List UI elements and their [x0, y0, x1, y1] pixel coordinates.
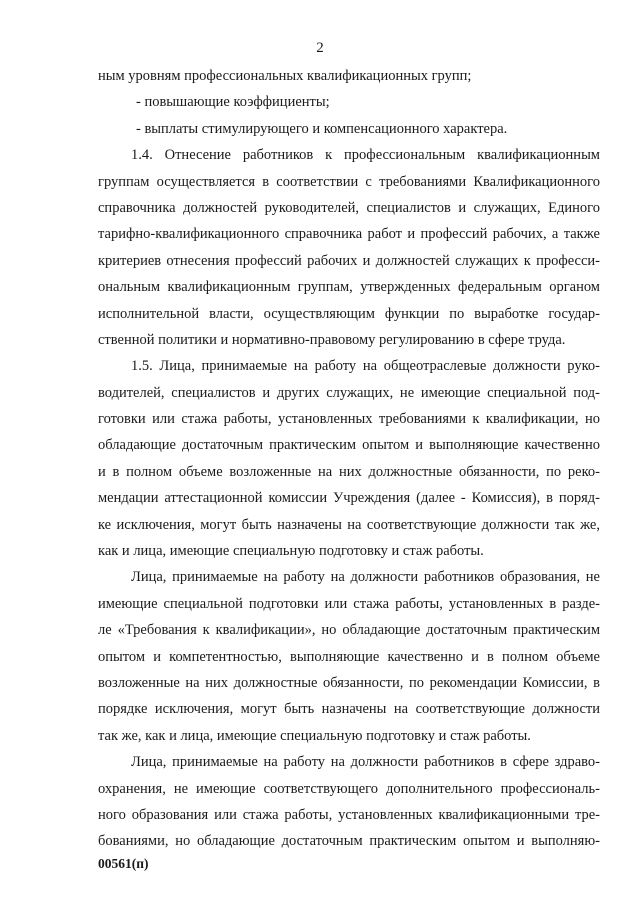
text-line: порядке исключения, могут быть назначены на соответствующие должности [98, 701, 600, 718]
text-line: возложенные на них должностные обязанности, по рекомендации Комиссии, в [98, 674, 600, 691]
text-line: ональным квалификационным группам, утвержденных федеральным органом [98, 279, 600, 296]
text-line: и в полном объеме возложенные на них должностные обязанности, по реко- [98, 463, 600, 480]
document-code: 00561(п) [98, 856, 149, 871]
text-line: охранения, не имеющие соответствующего дополнительного профессиональ- [98, 780, 600, 797]
text-line: обладающие достаточным практическим опытом и выполняющие качественно [98, 437, 600, 454]
text-line: так же, как и лица, имеющие специальную подготовку и стаж работы. [98, 727, 531, 744]
text-line: тарифно-квалификационного справочника работ и профессий рабочих, а также [98, 226, 600, 243]
text-line: мендации аттестационной комиссии Учреждения (далее - Комиссия), в поряд- [98, 490, 600, 507]
text-line: ле «Требования к квалификации», но обладающие достаточным практическим [98, 622, 600, 639]
document-body [98, 63, 600, 855]
text-line: ственной политики и нормативно-правовому регулированию в сфере труда. [98, 331, 566, 348]
text-line: опытом и компетентностью, выполняющие качественно и в полном объеме [98, 648, 600, 665]
text-line: ным уровням профессиональных квалификационных групп; [98, 68, 472, 84]
text-line: - выплаты стимулирующего и компенсационного характера. [136, 120, 508, 137]
text-line: водителей, специалистов и других служащих, не имеющие специальной под- [98, 384, 600, 401]
text-line: бованиями, но обладающие достаточным практическим опытом и выполняю- [98, 833, 600, 850]
text-line: исполнительной власти, осуществляющим функции по выработке государ- [98, 305, 600, 322]
text-line: Лица, принимаемые на работу на должности работников в сфере здраво- [131, 754, 600, 771]
page-number: 2 [316, 40, 324, 56]
text-line: - повышающие коэффициенты; [136, 94, 330, 111]
text-line: готовки или стажа работы, установленных требованиями к квалификации, но [98, 411, 600, 428]
text-line: 1.4. Отнесение работников к профессиональным квалификационным [131, 147, 600, 164]
text-line: ного образования или стажа работы, установленных квалификационными тре- [98, 806, 600, 823]
text-line: справочника должностей руководителей, специалистов и служащих, Единого [98, 199, 600, 216]
text-line: 1.5. Лица, принимаемые на работу на общеотраслевые должности руко- [131, 358, 600, 375]
text-line: ке исключения, могут быть назначены на соответствующие должности так же, [98, 516, 600, 533]
text-line: критериев отнесения профессий рабочих и должностей служащих к професси- [98, 252, 600, 269]
text-line: как и лица, имеющие специальную подготовку и стаж работы. [98, 543, 484, 560]
text-line: имеющие специальной подготовки или стажа работы, установленных в разде- [98, 595, 600, 612]
text-line: группам осуществляется в соответствии с требованиями Квалификационного [98, 173, 600, 190]
text-line: Лица, принимаемые на работу на должности работников образования, не [131, 569, 600, 586]
